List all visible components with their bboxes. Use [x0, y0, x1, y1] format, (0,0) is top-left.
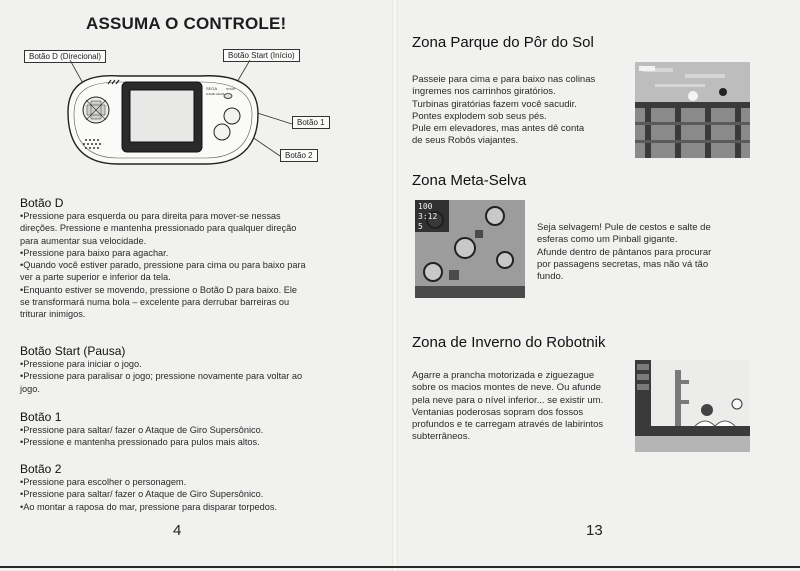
zone-title-robotnik-winter: Zona de Inverno do Robotnik [412, 334, 606, 351]
text-line: íngremes nos carrinhos giratórios. [412, 86, 556, 98]
screenshot-robotnik-winter [635, 360, 750, 452]
text-line: se transformará numa bola – excelente para derrubar barreiras ou [20, 297, 290, 308]
bottom-rule [0, 566, 800, 568]
right-page [395, 0, 800, 571]
page-title: ASSUMA O CONTROLE! [86, 14, 287, 33]
left-page [0, 0, 395, 571]
text-line: subterrâneos. [412, 431, 471, 443]
zone-title-sunset-park: Zona Parque do Pôr do Sol [412, 34, 594, 51]
text-line: Agarre a prancha motorizada e ziguezague [412, 370, 595, 381]
page-number-right: 13 [586, 522, 603, 539]
text-line: pela neve para o nível inferior... se existir um. [412, 394, 604, 406]
text-line: esferas como um Pinball gigante. [537, 234, 678, 246]
zone-title-meta-jungle: Zona Meta-Selva [412, 172, 527, 189]
section-heading-start: Botão Start (Pausa) [20, 344, 126, 358]
text-line: de seus Robôs viajantes. [412, 135, 519, 147]
zone-text-robotnik-winter [412, 370, 603, 444]
zone-text-sunset-park [412, 74, 595, 148]
text-line: •Pressione para saltar/ fazer o Ataque de Giro Supersônico. [20, 489, 264, 500]
text-line: Afunde dentro de pântanos para procurar [537, 246, 712, 258]
section-heading-button-1: Botão 1 [20, 410, 62, 424]
text-line: •Pressione para iniciar o jogo. [20, 359, 142, 369]
zone-text-meta-jungle [537, 222, 711, 283]
text-line: profundos e te carregam através de labirintos [412, 419, 604, 431]
text-line: •Pressione para baixo para agachar. [20, 247, 169, 258]
text-line: por passagens secretas, mas não vá tão [537, 258, 709, 270]
device-brand: SEGA [206, 86, 218, 91]
text-line: jogo. [20, 383, 40, 394]
text-line: triturar inimigos. [20, 309, 86, 320]
text-line: •Ao montar a raposa do mar, pressione para disparar torpedos. [20, 501, 278, 512]
callout-button-1: Botão 1 [292, 116, 330, 129]
text-line: •Pressione para escolher o personagem. [20, 477, 187, 487]
hud-time: 3:12 [418, 212, 438, 221]
text-line: •Pressione para saltar/ fazer o Ataque de Giro Supersônico. [20, 425, 264, 435]
screenshot-meta-jungle [415, 200, 525, 298]
section-body-start [20, 358, 370, 395]
text-line: direções. Pressione e mantenha pressionado para qualquer direção [20, 223, 297, 234]
text-line: para aumentar sua velocidade. [20, 235, 147, 246]
text-line: Passeie para cima e para baixo nas colinas [412, 74, 596, 85]
text-line: Seja selvagem! Pule de cestos e salte de [537, 222, 711, 233]
text-line: Pule em elevadores, mas antes dê conta [412, 123, 585, 135]
section-body-button-2 [20, 476, 370, 513]
hud-rings: 100 [418, 202, 433, 211]
screenshot-sunset-park [635, 62, 750, 158]
text-line: •Pressione para esquerda ou para direita para mover-se nessas [20, 211, 281, 221]
callout-dpad: Botão D (Direcional) [24, 50, 106, 63]
text-line: fundo. [537, 271, 564, 283]
text-line: Ventanias poderosas sopram dos fossos [412, 406, 584, 418]
text-line: sobre os macios montes de neve. Ou afunde [412, 382, 602, 394]
section-heading-dpad: Botão D [20, 196, 64, 210]
game-gear-illustration [60, 60, 300, 180]
section-heading-button-2: Botão 2 [20, 462, 62, 476]
text-line: Pontes explodem sob seus pés. [412, 110, 547, 122]
device-start-label: START [226, 87, 236, 91]
text-line: •Pressione e mantenha pressionado para pulos mais altos. [20, 437, 260, 448]
page-number-left: 4 [173, 522, 182, 539]
text-line: •Quando você estiver parado, pressione para cima ou para baixo para [20, 260, 306, 271]
hud-lives: 5 [418, 222, 423, 231]
text-line: •Enquanto estiver se movendo, pressione o Botão D para baixo. Ele [20, 284, 297, 295]
text-line: •Pressione para paralisar o jogo; pressione novamente para voltar ao [20, 371, 303, 382]
device-model: GAME GEAR [206, 92, 225, 96]
text-line: Turbinas giratórias fazem você sacudir. [412, 98, 577, 110]
text-line: ver a parte superior e inferior da tela. [20, 272, 171, 283]
callout-start: Botão Start (Início) [223, 49, 300, 62]
callout-button-2: Botão 2 [280, 149, 318, 162]
section-body-dpad [20, 210, 370, 321]
section-body-button-1 [20, 424, 370, 449]
